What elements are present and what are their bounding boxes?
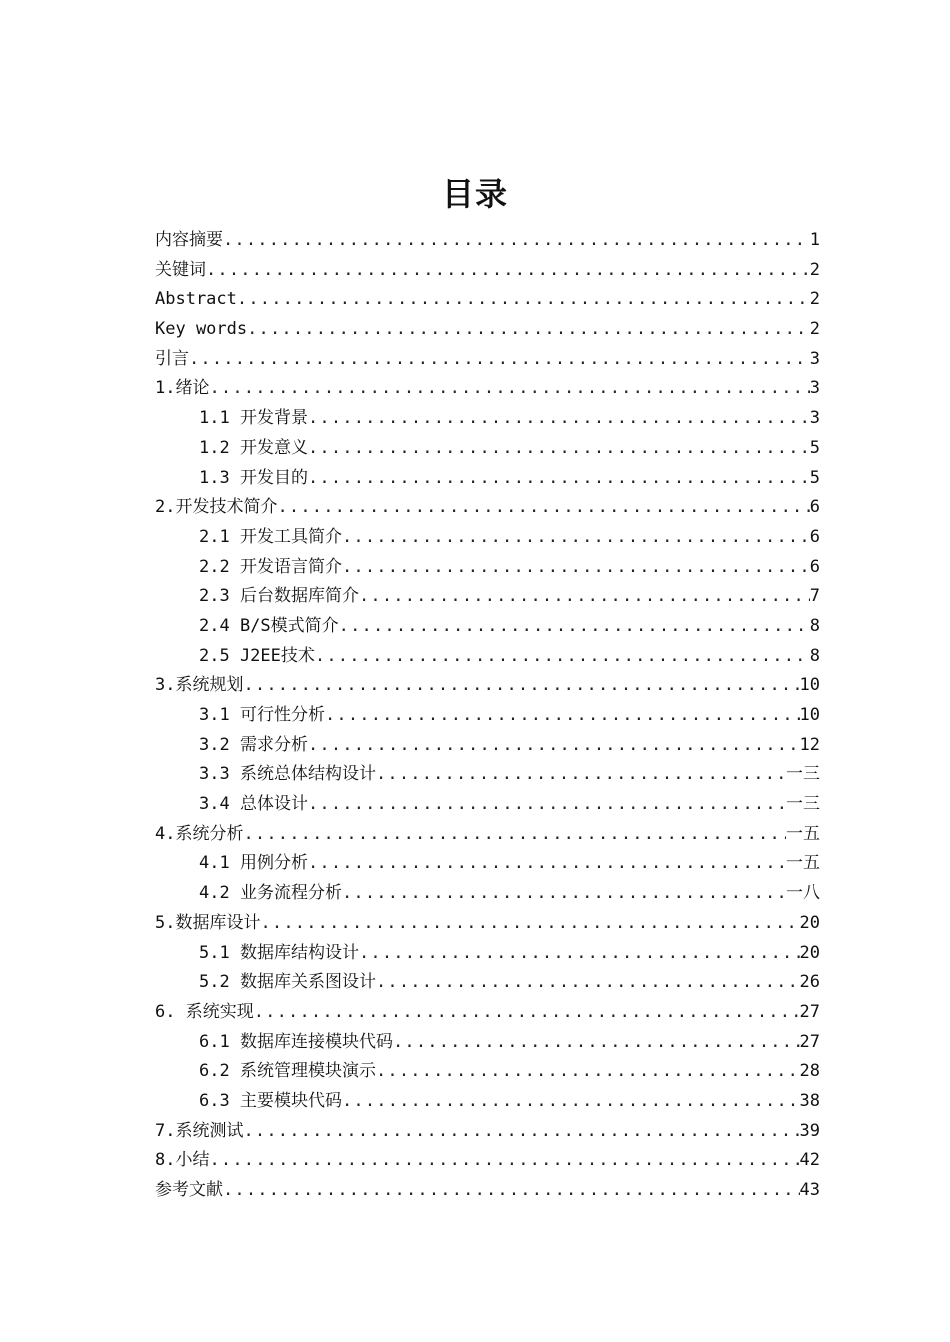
toc-entry-page: 38 — [799, 1090, 820, 1111]
toc-entry-label: 5.1 数据库结构设计 — [199, 942, 359, 963]
toc-entry[interactable] — [155, 612, 820, 642]
toc-entry-label: 5.数据库设计 — [155, 912, 261, 933]
toc-dot-leader — [308, 731, 800, 761]
toc-entry-label: 1.1 开发背景 — [199, 408, 308, 429]
toc-entry[interactable] — [155, 464, 820, 494]
toc-entry-page: 一五 — [786, 823, 820, 844]
toc-entry[interactable] — [155, 1057, 820, 1087]
toc-entry[interactable] — [155, 315, 820, 345]
toc-entry-label: 2.5 J2EE技术 — [199, 645, 315, 666]
toc-entry[interactable] — [155, 1176, 820, 1206]
toc-entry-page: 12 — [799, 734, 820, 755]
toc-entry-page: 6 — [809, 497, 820, 518]
toc-entry-label: 4.系统分析 — [155, 823, 244, 844]
toc-entry-label: 关键词 — [155, 259, 206, 280]
toc-entry-page: 一五 — [786, 853, 820, 874]
toc-entry-label: 2.2 开发语言简介 — [199, 556, 342, 577]
toc-entry-label: 4.2 业务流程分析 — [199, 883, 342, 904]
toc-entry-page: 7 — [809, 586, 820, 607]
toc-entry-label: 3.1 可行性分析 — [199, 705, 325, 725]
toc-entry-page: 10 — [799, 705, 820, 725]
toc-entry-page: 39 — [799, 1120, 820, 1141]
toc-entry[interactable] — [155, 434, 820, 464]
toc-entry-label: 6. 系统实现 — [155, 1001, 254, 1022]
toc-entry-page: 5 — [809, 467, 820, 488]
toc-dot-leader — [247, 315, 810, 345]
toc-entry[interactable] — [155, 879, 820, 909]
toc-dot-leader — [243, 1117, 799, 1147]
toc-entry-page: 6 — [809, 556, 820, 577]
toc-entry-page: 8 — [809, 645, 820, 666]
toc-entry[interactable] — [155, 939, 820, 969]
toc-dot-leader — [260, 909, 799, 939]
toc-entry-page: 20 — [799, 912, 820, 933]
toc-title: 目录 — [441, 175, 508, 213]
toc-entry-label: Abstract — [155, 289, 237, 310]
toc-dot-leader — [243, 671, 799, 701]
toc-entry-label: 2.1 开发工具简介 — [199, 526, 342, 547]
toc-entry-label: 2.4 B/S模式简介 — [199, 615, 339, 636]
toc-entry-label: Key words — [155, 319, 248, 340]
toc-entry[interactable] — [155, 1117, 820, 1147]
toc-entry-page: 42 — [799, 1150, 820, 1171]
toc-dot-leader — [342, 879, 786, 909]
toc-entry-page: 一三 — [786, 764, 820, 785]
toc-dot-leader — [376, 968, 800, 998]
toc-entry[interactable] — [155, 968, 820, 998]
toc-dot-leader — [209, 1146, 799, 1176]
toc-dot-leader — [359, 582, 810, 612]
toc-dot-leader — [243, 820, 786, 850]
toc-dot-leader — [342, 523, 810, 553]
toc-list — [155, 226, 820, 1206]
toc-entry-label: 2.3 后台数据库简介 — [199, 586, 359, 607]
toc-entry-label: 2.开发技术简介 — [155, 497, 278, 518]
toc-dot-leader — [189, 345, 810, 375]
toc-entry-page: 2 — [809, 319, 820, 340]
toc-entry-page: 6 — [809, 526, 820, 547]
toc-entry-label: 3.系统规划 — [155, 675, 244, 696]
toc-dot-leader — [254, 998, 800, 1028]
toc-entry-page: 10 — [799, 675, 820, 696]
toc-entry-label: 3.2 需求分析 — [199, 734, 308, 755]
toc-dot-leader — [342, 553, 810, 583]
toc-entry[interactable] — [155, 404, 820, 434]
toc-dot-leader — [325, 701, 800, 731]
toc-entry-label: 1.2 开发意义 — [199, 437, 308, 458]
toc-entry[interactable] — [155, 760, 820, 790]
toc-entry-label: 1.绪论 — [155, 378, 210, 399]
toc-dot-leader — [339, 612, 810, 642]
toc-dot-leader — [277, 493, 809, 523]
toc-dot-leader — [342, 1087, 800, 1117]
toc-dot-leader — [376, 760, 786, 790]
toc-entry-label: 5.2 数据库关系图设计 — [199, 972, 376, 993]
toc-entry[interactable] — [155, 374, 820, 404]
toc-entry[interactable] — [155, 909, 820, 939]
toc-dot-leader — [223, 226, 810, 256]
toc-entry-page: 27 — [799, 1031, 820, 1052]
toc-entry[interactable] — [155, 849, 820, 879]
toc-entry-label: 内容摘要 — [155, 230, 223, 250]
toc-entry[interactable] — [155, 285, 820, 315]
toc-dot-leader — [308, 464, 810, 494]
toc-entry-page: 28 — [799, 1061, 820, 1082]
toc-dot-leader — [308, 849, 786, 879]
toc-entry-label: 7.系统测试 — [155, 1120, 244, 1141]
toc-entry[interactable] — [155, 671, 820, 701]
toc-entry-label: 3.3 系统总体结构设计 — [199, 764, 376, 785]
toc-entry[interactable] — [155, 642, 820, 672]
toc-entry-label: 参考文献 — [155, 1180, 223, 1200]
toc-entry-label: 3.4 总体设计 — [199, 794, 308, 815]
toc-dot-leader — [223, 1176, 800, 1206]
toc-entry[interactable] — [155, 493, 820, 523]
toc-entry[interactable] — [155, 345, 820, 375]
toc-entry-page: 5 — [809, 437, 820, 458]
toc-entry-label: 6.2 系统管理模块演示 — [199, 1061, 376, 1082]
toc-dot-leader — [237, 285, 810, 315]
toc-dot-leader — [206, 256, 810, 286]
toc-dot-leader — [209, 374, 809, 404]
toc-entry-page: 8 — [809, 615, 820, 636]
toc-entry-page: 2 — [809, 289, 820, 310]
toc-entry[interactable] — [155, 226, 820, 256]
toc-dot-leader — [308, 404, 810, 434]
toc-dot-leader — [376, 1057, 800, 1087]
toc-entry[interactable] — [155, 1087, 820, 1117]
toc-entry[interactable] — [155, 790, 820, 820]
toc-entry-page: 3 — [809, 378, 820, 399]
toc-entry-page: 一八 — [786, 883, 820, 904]
toc-entry[interactable] — [155, 1028, 820, 1058]
toc-entry[interactable] — [155, 701, 820, 731]
toc-entry-page: 43 — [799, 1180, 820, 1200]
toc-entry-label: 8.小结 — [155, 1150, 210, 1171]
toc-entry[interactable] — [155, 582, 820, 612]
toc-dot-leader — [393, 1028, 800, 1058]
toc-entry-label: 引言 — [155, 348, 189, 369]
toc-dot-leader — [308, 434, 810, 464]
toc-entry-page: 26 — [799, 972, 820, 993]
toc-dot-leader — [308, 790, 786, 820]
toc-entry-label: 6.1 数据库连接模块代码 — [199, 1031, 393, 1052]
toc-entry-page: 27 — [799, 1001, 820, 1022]
toc-entry[interactable] — [155, 523, 820, 553]
toc-entry-label: 4.1 用例分析 — [199, 853, 308, 874]
toc-entry-page: 3 — [809, 408, 820, 429]
toc-entry-label: 1.3 开发目的 — [199, 467, 308, 488]
toc-dot-leader — [315, 642, 810, 672]
toc-entry-page: 3 — [809, 348, 820, 369]
toc-entry-page: 2 — [809, 259, 820, 280]
toc-entry-label: 6.3 主要模块代码 — [199, 1090, 342, 1111]
toc-entry[interactable] — [155, 1146, 820, 1176]
toc-entry-page: 1 — [809, 230, 820, 250]
toc-dot-leader — [359, 939, 800, 969]
toc-entry[interactable] — [155, 731, 820, 761]
toc-entry-page: 一三 — [786, 794, 820, 815]
toc-entry[interactable] — [155, 820, 820, 850]
toc-entry[interactable] — [155, 256, 820, 286]
toc-entry[interactable] — [155, 998, 820, 1028]
toc-entry-page: 20 — [799, 942, 820, 963]
toc-entry[interactable] — [155, 553, 820, 583]
